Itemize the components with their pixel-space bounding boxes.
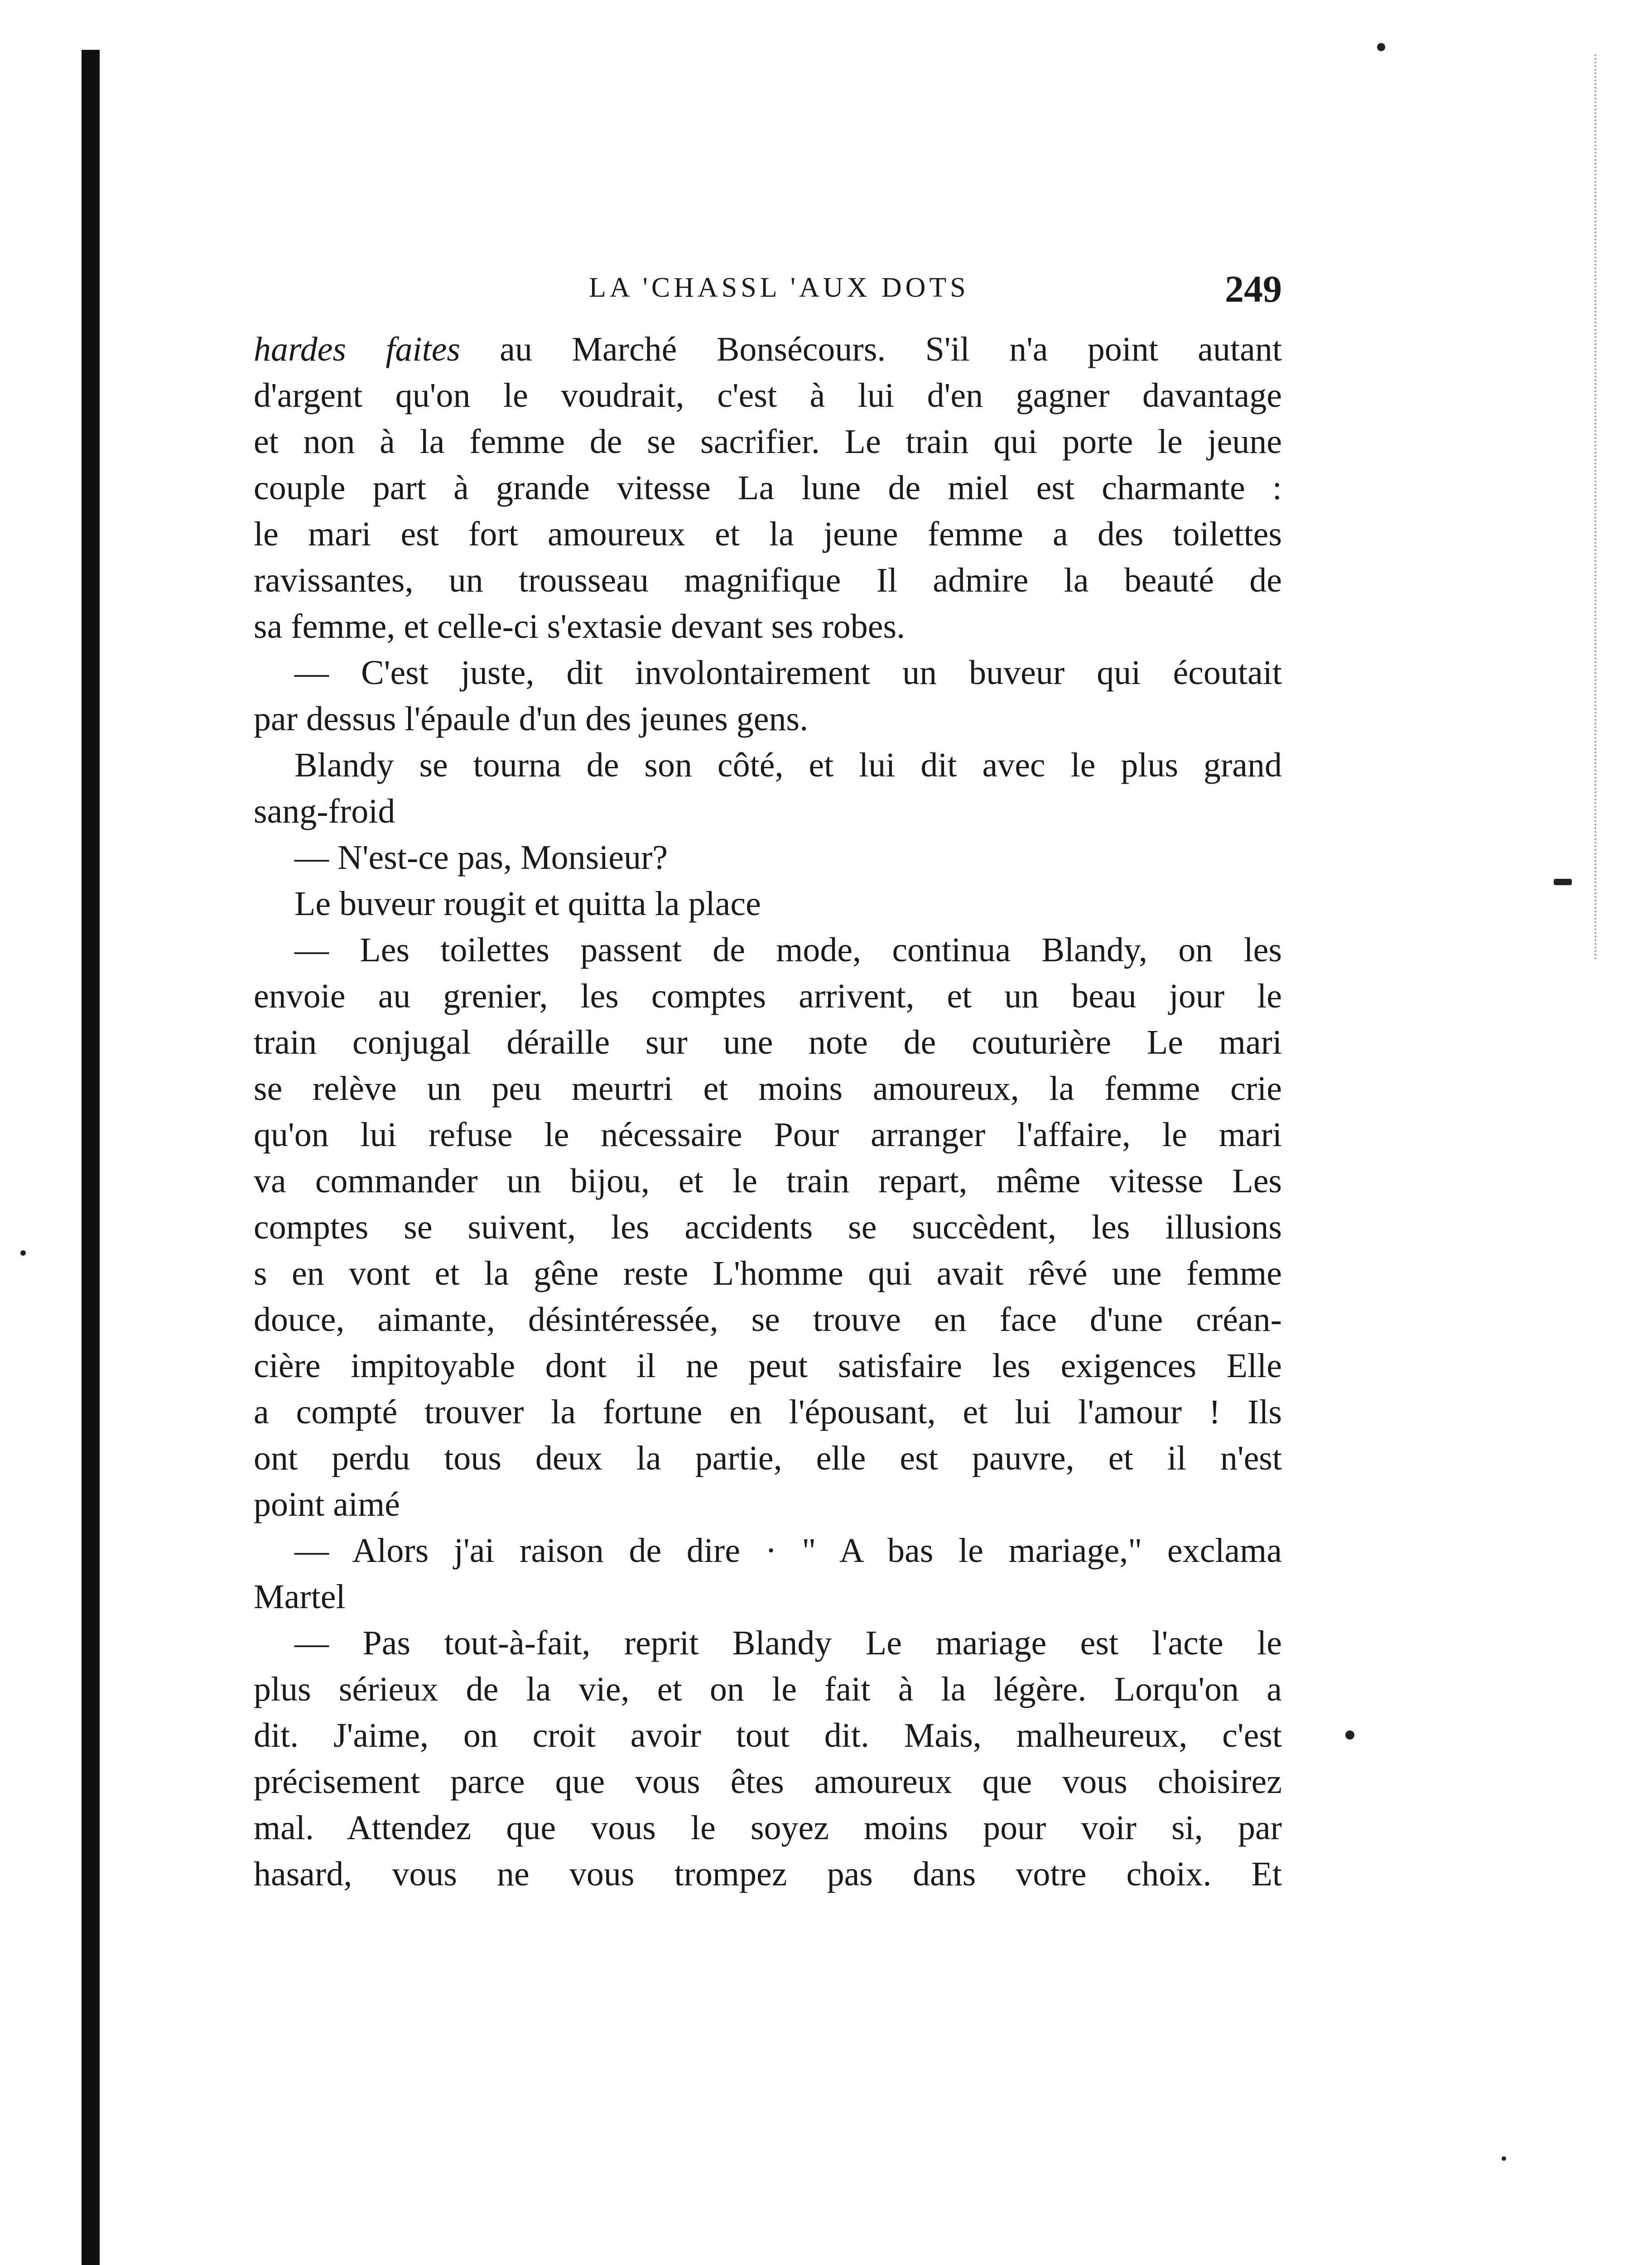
text-line: [254, 1435, 1282, 1481]
text-line: [254, 1019, 1282, 1065]
text-line: [254, 1204, 1282, 1250]
line-text: par dessus l'épaule d'un des jeunes gens.: [254, 700, 809, 738]
scan-speck: [1502, 2156, 1506, 2161]
text-line: [254, 1851, 1282, 1897]
line-text: sang-froid: [254, 792, 395, 830]
line-text: — N'est-ce pas, Monsieur?: [294, 839, 668, 877]
text-line: [254, 1065, 1282, 1112]
line-text: — Alors j'ai raison de dire · " A bas le mariage," exclama: [294, 1532, 1282, 1570]
text-line: [254, 742, 1282, 788]
line-text: d'argent qu'on le voudrait, c'est à lui d'en gagner davantage: [254, 376, 1282, 414]
text-line: [254, 1666, 1282, 1712]
scan-speck: [1554, 879, 1572, 885]
text-line: [254, 1296, 1282, 1343]
text-line: [254, 1112, 1282, 1158]
scan-speck: [20, 1250, 26, 1256]
text-line: [254, 927, 1282, 973]
line-text: s en vont et la gêne reste L'homme qui avait rêvé une femme: [254, 1254, 1282, 1292]
line-text: point aimé: [254, 1485, 400, 1523]
line-text: précisement parce que vous êtes amoureux que vous choisirez: [254, 1763, 1282, 1801]
text-line: [254, 557, 1282, 603]
text-line: [254, 372, 1282, 419]
line-text: mal. Attendez que vous le soyez moins pour voir si, par: [254, 1809, 1282, 1847]
text-line: [254, 1574, 1282, 1620]
text-line: [254, 1389, 1282, 1435]
text-line: [254, 326, 1282, 372]
text-line: [254, 1805, 1282, 1851]
margin-scan-noise: [1594, 54, 1598, 960]
line-text: Le buveur rougit et quitta la place: [294, 885, 761, 923]
line-text: — Les toilettes passent de mode, continua Blandy, on les: [294, 931, 1282, 969]
text-line: [254, 419, 1282, 465]
text-line: [254, 973, 1282, 1019]
text-line: [254, 696, 1282, 742]
text-line: [254, 1481, 1282, 1528]
line-text: qu'on lui refuse le nécessaire Pour arranger l'affaire, le mari: [254, 1116, 1282, 1154]
line-text: hasard, vous ne vous trompez pas dans votre choix. Et: [254, 1855, 1282, 1893]
text-line: [254, 1343, 1282, 1389]
line-text: cière impitoyable dont il ne peut satisfaire les exigences Elle: [254, 1347, 1282, 1385]
text-line: [254, 788, 1282, 834]
line-text: au Marché Bonsécours. S'il n'a point autant: [460, 330, 1282, 368]
page-number: 249: [1225, 268, 1282, 310]
line-text: comptes se suivent, les accidents se succèdent, les illusions: [254, 1208, 1282, 1246]
line-text: plus sérieux de la vie, et on le fait à la légère. Lorqu'on a: [254, 1670, 1282, 1708]
line-text: et non à la femme de se sacrifier. Le train qui porte le jeune: [254, 423, 1282, 461]
scan-speck: [1345, 1730, 1354, 1740]
line-text: douce, aimante, désintéressée, se trouve en face d'une créan-: [254, 1301, 1282, 1339]
line-text: le mari est fort amoureux et la jeune femme a des toilettes: [254, 515, 1282, 553]
text-line: [254, 650, 1282, 696]
text-line: [254, 834, 1282, 881]
text-line: [254, 511, 1282, 557]
text-line: [254, 1759, 1282, 1805]
line-text: se relève un peu meurtri et moins amoureux, la femme crie: [254, 1070, 1282, 1108]
text-line: [254, 881, 1282, 927]
text-line: [254, 1620, 1282, 1666]
line-text: Blandy se tourna de son côté, et lui dit avec le plus grand: [294, 746, 1282, 784]
text-line: [254, 1528, 1282, 1574]
line-text: sa femme, et celle-ci s'extasie devant ses robes.: [254, 607, 905, 646]
scan-speck: [1377, 43, 1385, 51]
line-text: dit. J'aime, on croit avoir tout dit. Mais, malheureux, c'est: [254, 1716, 1282, 1754]
page-header: [254, 267, 1282, 317]
italic-text: hardes faites: [254, 330, 461, 368]
text-line: [254, 1250, 1282, 1296]
text-line: [254, 465, 1282, 511]
line-text: train conjugal déraille sur une note de couturière Le mari: [254, 1023, 1282, 1061]
book-binding-shadow: [82, 50, 100, 2265]
line-text: — Pas tout-à-fait, reprit Blandy Le mariage est l'acte le: [294, 1624, 1282, 1662]
running-title: LA 'CHASSL 'AUX DOTS: [589, 272, 969, 303]
line-text: Martel: [254, 1578, 346, 1616]
line-text: va commander un bijou, et le train repart, même vitesse Les: [254, 1162, 1282, 1200]
text-line: [254, 1158, 1282, 1204]
line-text: envoie au grenier, les comptes arrivent, et un beau jour le: [254, 977, 1282, 1015]
line-text: ont perdu tous deux la partie, elle est pauvre, et il n'est: [254, 1439, 1282, 1477]
text-line: [254, 1712, 1282, 1759]
line-text: — C'est juste, dit involontairement un buveur qui écoutait: [294, 654, 1282, 692]
line-text: a compté trouver la fortune en l'épousant, et lui l'amour ! Ils: [254, 1393, 1282, 1431]
text-line: [254, 603, 1282, 650]
line-text: couple part à grande vitesse La lune de miel est charmante :: [254, 469, 1282, 507]
body-text: [254, 326, 1282, 1897]
line-text: ravissantes, un trousseau magnifique Il admire la beauté de: [254, 561, 1282, 599]
